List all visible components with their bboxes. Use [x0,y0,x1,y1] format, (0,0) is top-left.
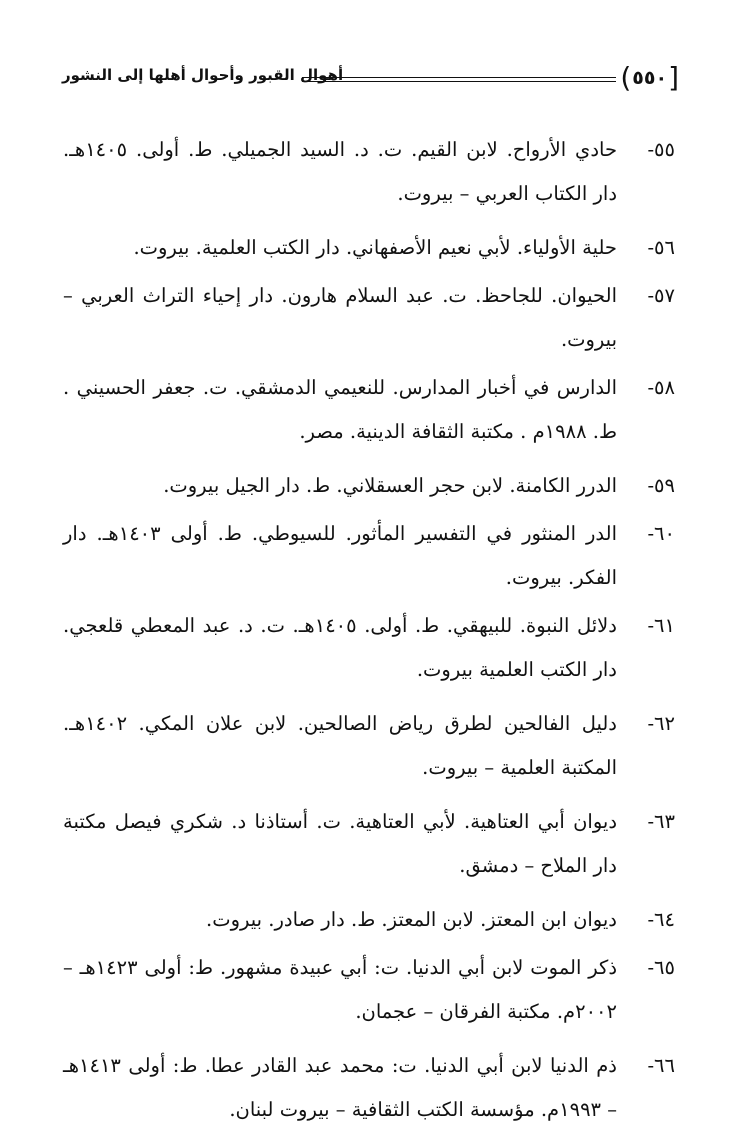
entry-text: ديوان أبي العتاهية. لأبي العتاهية. ت. أستاذنا د. شكري فيصل مكتبة دار الملاح – دمشق. [63,810,617,877]
bibliography-list [63,128,675,1142]
bibliography-entry [63,512,675,600]
entry-text: حادي الأرواح. لابن القيم. ت. د. السيد الجميلي. ط. أولى. ١٤٠٥هـ. دار الكتاب العربي – بيروت. [63,138,617,205]
entry-text: ذكر الموت لابن أبي الدنيا. ت: أبي عبيدة مشهور. ط: أولى ١٤٢٣هـ – ٢٠٠٢م. مكتبة الفرقان – عجمان. [63,956,617,1023]
entry-number: ٦٣- [647,810,675,833]
bibliography-entry [63,464,675,508]
running-header [62,62,688,96]
entry-text: دلائل النبوة. للبيهقي. ط. أولى. ١٤٠٥هـ. ت. د. عبد المعطي قلعجي. دار الكتب العلمية بيروت. [63,614,617,681]
bibliography-entry [63,1044,675,1132]
entry-number: ٥٧- [647,284,675,307]
bracket-open: [ [668,61,679,94]
bibliography-entry [63,946,675,1034]
header-title: أهوال القبور وأحوال أهلها إلى النشور [62,66,344,84]
page-number-box [611,62,688,94]
entry-number: ٦٠- [647,522,675,545]
entry-number: ٥٩- [647,474,675,497]
page-number: ٥٥٠ [632,67,668,89]
bibliography-entry [63,274,675,362]
bibliography-entry [63,604,675,692]
entry-number: ٦٢- [647,712,675,735]
bibliography-entry [63,898,675,942]
bracket-close: ) [620,61,632,94]
entry-number: ٦٤- [647,908,675,931]
bibliography-entry [63,702,675,790]
entry-text: دليل الفالحين لطرق رياض الصالحين. لابن علان المكي. ١٤٠٢هـ. المكتبة العلمية – بيروت. [63,712,617,779]
entry-text: حلية الأولياء. لأبي نعيم الأصفهاني. دار الكتب العلمية. بيروت. [133,236,617,259]
entry-text: الحيوان. للجاحظ. ت. عبد السلام هارون. دار إحياء التراث العربي – بيروت. [63,284,617,351]
entry-text: الدارس في أخبار المدارس. للنعيمي الدمشقي. ت. جعفر الحسيني . ط. ١٩٨٨م . مكتبة الثقافة الدينية. مصر. [63,376,617,443]
entry-number: ٦١- [647,614,675,637]
entry-number: ٥٨- [647,376,675,399]
entry-number: ٥٦- [647,236,675,259]
bibliography-entry [63,226,675,270]
entry-number: ٥٥- [647,138,675,161]
bibliography-entry [63,366,675,454]
entry-text: ذم الدنيا لابن أبي الدنيا. ت: محمد عبد القادر عطا. ط: أولى ١٤١٣هـ – ١٩٩٣م. مؤسسة الكتب الثقافية – بيروت لبنان. [63,1054,617,1121]
entry-number: ٦٦- [647,1054,675,1077]
entry-text: ديوان ابن المعتز. لابن المعتز. ط. دار صادر. بيروت. [206,908,617,931]
entry-text: الدرر الكامنة. لابن حجر العسقلاني. ط. دار الجيل بيروت. [163,474,617,497]
entry-text: الدر المنثور في التفسير المأثور. للسيوطي. ط. أولى ١٤٠٣هـ. دار الفكر. بيروت. [63,522,617,589]
bibliography-entry [63,128,675,216]
entry-number: ٦٥- [647,956,675,979]
header-rule [302,77,616,82]
bibliography-entry [63,800,675,888]
